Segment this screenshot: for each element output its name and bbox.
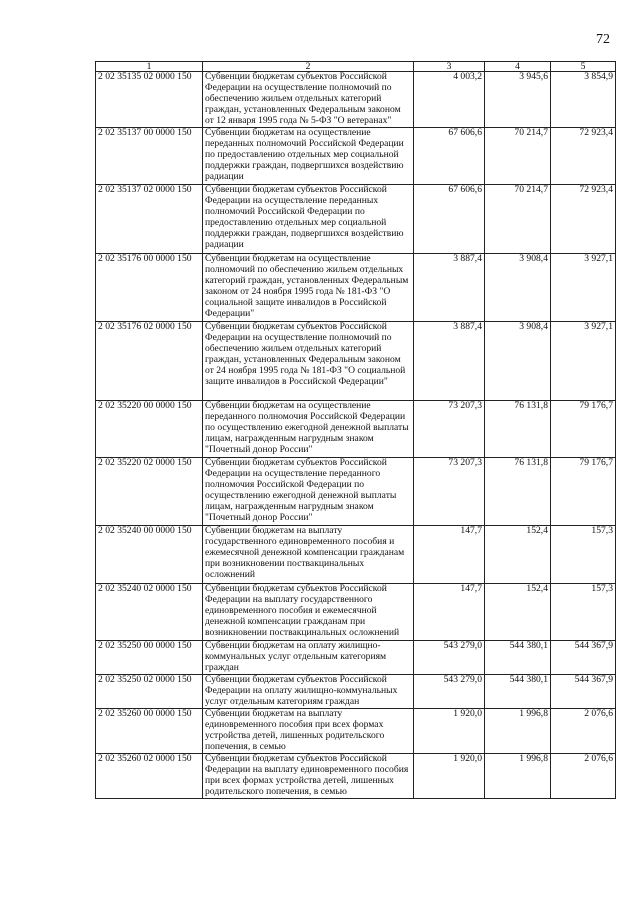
- amount-col5-cell: 2 076,6: [551, 709, 616, 754]
- amount-col4-cell: 3 908,4: [485, 254, 551, 322]
- amount-col3-cell: 3 887,4: [414, 322, 485, 401]
- amount-col5-cell: 3 927,1: [551, 254, 616, 322]
- amount-col5-cell: 3 854,9: [551, 72, 616, 128]
- amount-col3-cell: 67 606,6: [414, 128, 485, 185]
- amount-col3-cell: 3 887,4: [414, 254, 485, 322]
- budget-code-cell: 2 02 35260 00 0000 150: [96, 709, 203, 754]
- table-row: [96, 128, 616, 185]
- description-cell: Субвенции бюджетам субъектов Российской Федерации на выплату государственного единовременного пособия и ежемесячной денежной компенсации гражданам при возникновении поствакцинальных осложнений: [203, 584, 414, 641]
- column-header-2: 2: [203, 62, 414, 72]
- amount-col3-cell: 147,7: [414, 584, 485, 641]
- amount-col5-cell: 79 176,7: [551, 401, 616, 458]
- amount-col3-cell: 1 920,0: [414, 754, 485, 799]
- amount-col4-cell: 3 908,4: [485, 322, 551, 401]
- amount-col5-cell: 72 923,4: [551, 128, 616, 185]
- amount-col5-cell: 544 367,9: [551, 641, 616, 675]
- column-header-3: 3: [414, 62, 485, 72]
- description-cell: Субвенции бюджетам субъектов Российской Федерации на осуществление переданных полномочий Российской Федерации по предоставлению отдельных мер социальной поддержки граждан, подвергшихся воздействию радиации: [203, 185, 414, 254]
- table-row: [96, 401, 616, 458]
- description-cell: Субвенции бюджетам на выплату единовременного пособия при всех формах устройства детей, лишенных родительского попечения, в семью: [203, 709, 414, 754]
- budget-code-cell: 2 02 35137 00 0000 150: [96, 128, 203, 185]
- table-row: [96, 72, 616, 128]
- table-row: [96, 675, 616, 709]
- description-cell: Субвенции бюджетам на осуществление переданного полномочия Российской Федерации по осуществлению ежегодной денежной выплаты лицам, награжденным нагрудным знаком "Почетный донор России": [203, 401, 414, 458]
- budget-table: [95, 61, 616, 799]
- table-header-row: [96, 62, 616, 72]
- amount-col4-cell: 3 945,6: [485, 72, 551, 128]
- amount-col4-cell: 544 380,1: [485, 675, 551, 709]
- amount-col4-cell: 1 996,8: [485, 709, 551, 754]
- description-cell: Субвенции бюджетам субъектов Российской Федерации на выплату единовременного пособия при всех формах устройства детей, лишенных родительского попечения, в семью: [203, 754, 414, 799]
- amount-col4-cell: 76 131,8: [485, 458, 551, 526]
- budget-code-cell: 2 02 35250 00 0000 150: [96, 641, 203, 675]
- budget-code-cell: 2 02 35135 02 0000 150: [96, 72, 203, 128]
- budget-code-cell: 2 02 35250 02 0000 150: [96, 675, 203, 709]
- amount-col3-cell: 4 003,2: [414, 72, 485, 128]
- amount-col5-cell: 157,3: [551, 526, 616, 584]
- table-row: [96, 185, 616, 254]
- budget-code-cell: 2 02 35220 02 0000 150: [96, 458, 203, 526]
- table-row: [96, 254, 616, 322]
- amount-col3-cell: 543 279,0: [414, 641, 485, 675]
- amount-col3-cell: 147,7: [414, 526, 485, 584]
- amount-col5-cell: 544 367,9: [551, 675, 616, 709]
- amount-col3-cell: 73 207,3: [414, 458, 485, 526]
- table-row: [96, 322, 616, 401]
- page-number: 72: [596, 32, 610, 47]
- budget-code-cell: 2 02 35176 02 0000 150: [96, 322, 203, 401]
- amount-col5-cell: 3 927,1: [551, 322, 616, 401]
- table-row: [96, 526, 616, 584]
- description-cell: Субвенции бюджетам на осуществление переданных полномочий Российской Федерации по предоставлению отдельных мер социальной поддержки граждан, подвергшихся воздействию радиации: [203, 128, 414, 185]
- amount-col4-cell: 70 214,7: [485, 185, 551, 254]
- amount-col4-cell: 544 380,1: [485, 641, 551, 675]
- column-header-5: 5: [551, 62, 616, 72]
- description-cell: Субвенции бюджетам субъектов Российской Федерации на осуществление переданного полномочия Российской Федерации по осуществлению ежегодной денежной выплаты лицам, награжденным нагрудным знаком "Почетный донор России": [203, 458, 414, 526]
- column-header-4: 4: [485, 62, 551, 72]
- budget-code-cell: 2 02 35176 00 0000 150: [96, 254, 203, 322]
- description-cell: Субвенции бюджетам на выплату государственного единовременного пособия и ежемесячной денежной компенсации гражданам при возникновении поствакцинальных осложнений: [203, 526, 414, 584]
- amount-col3-cell: 73 207,3: [414, 401, 485, 458]
- description-cell: Субвенции бюджетам на осуществление полномочий по обеспечению жильем отдельных категорий граждан, установленных Федеральным законом от 24 ноября 1995 года № 181-ФЗ "О социальной защите инвалидов в Российской Федерации": [203, 254, 414, 322]
- amount-col4-cell: 76 131,8: [485, 401, 551, 458]
- budget-code-cell: 2 02 35260 02 0000 150: [96, 754, 203, 799]
- amount-col4-cell: 152,4: [485, 584, 551, 641]
- amount-col4-cell: 1 996,8: [485, 754, 551, 799]
- budget-code-cell: 2 02 35220 00 0000 150: [96, 401, 203, 458]
- description-cell: Субвенции бюджетам на оплату жилищно-коммунальных услуг отдельным категориям граждан: [203, 641, 414, 675]
- description-cell: Субвенции бюджетам субъектов Российской Федерации на оплату жилищно-коммунальных услуг отдельным категориям граждан: [203, 675, 414, 709]
- table-row: [96, 754, 616, 799]
- table-row: [96, 584, 616, 641]
- table-row: [96, 458, 616, 526]
- description-cell: Субвенции бюджетам субъектов Российской Федерации на осуществление полномочий по обеспечению жильем отдельных категорий граждан, установленных Федеральным законом от 24 ноября 1995 года № 181-ФЗ "О социальной защите инвалидов в Российской Федерации": [203, 322, 414, 401]
- amount-col5-cell: 2 076,6: [551, 754, 616, 799]
- amount-col3-cell: 543 279,0: [414, 675, 485, 709]
- budget-code-cell: 2 02 35240 02 0000 150: [96, 584, 203, 641]
- amount-col4-cell: 70 214,7: [485, 128, 551, 185]
- budget-code-cell: 2 02 35240 00 0000 150: [96, 526, 203, 584]
- amount-col3-cell: 1 920,0: [414, 709, 485, 754]
- table-row: [96, 709, 616, 754]
- amount-col5-cell: 157,3: [551, 584, 616, 641]
- budget-code-cell: 2 02 35137 02 0000 150: [96, 185, 203, 254]
- amount-col5-cell: 79 176,7: [551, 458, 616, 526]
- amount-col3-cell: 67 606,6: [414, 185, 485, 254]
- column-header-1: 1: [96, 62, 203, 72]
- table-row: [96, 641, 616, 675]
- amount-col5-cell: 72 923,4: [551, 185, 616, 254]
- description-cell: Субвенции бюджетам субъектов Российской Федерации на осуществление полномочий по обеспечению жильем отдельных категорий граждан, установленных Федеральным законом от 12 января 1995 года № 5-ФЗ "О ветеранах": [203, 72, 414, 128]
- amount-col4-cell: 152,4: [485, 526, 551, 584]
